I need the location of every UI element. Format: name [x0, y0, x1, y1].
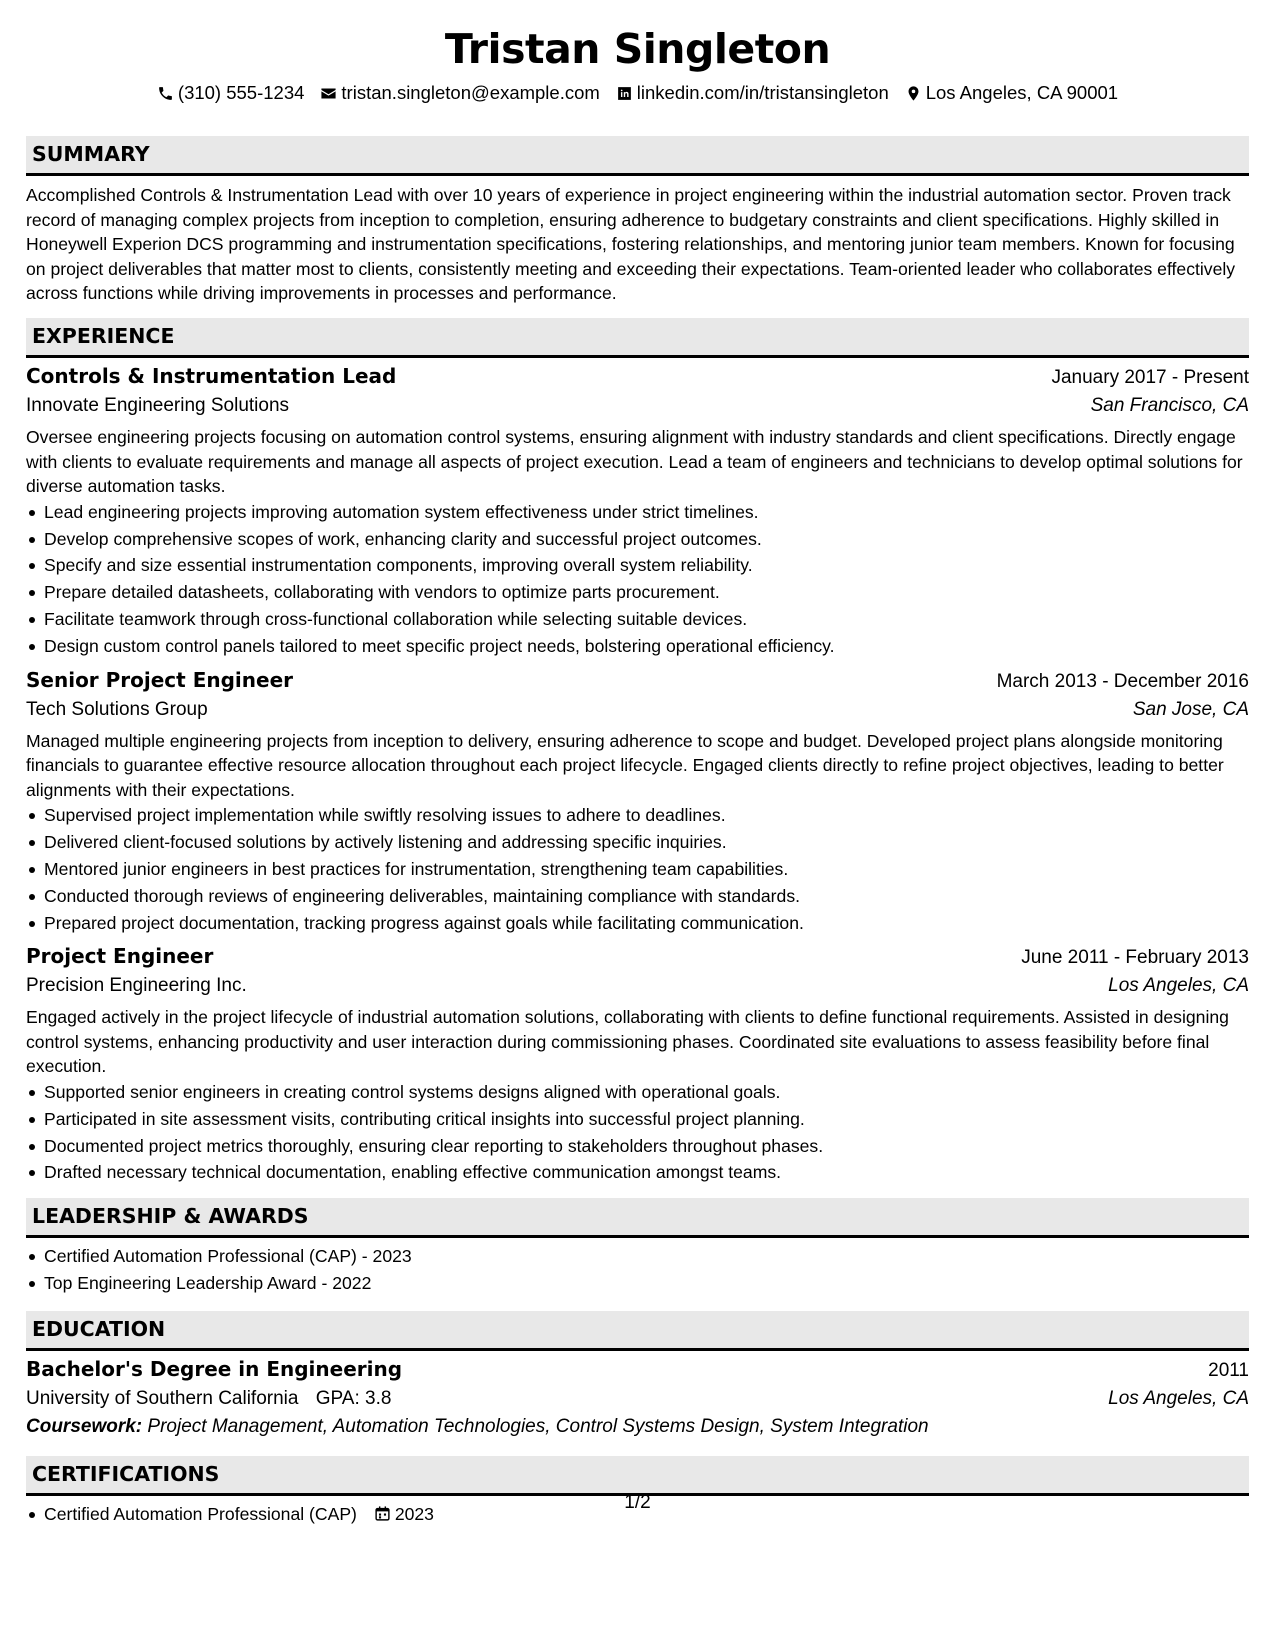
- envelope-icon: [320, 85, 337, 102]
- graduation-year: 2011: [1208, 1359, 1249, 1381]
- list-item: Lead engineering projects improving automation system effectiveness under strict timelines.: [44, 499, 1249, 526]
- job-title-row: [26, 944, 1249, 969]
- contact-bar: [26, 80, 1249, 106]
- job-title: Project Engineer: [26, 944, 214, 969]
- education-sub-row: [26, 1388, 1249, 1410]
- education-entry: [26, 1357, 1249, 1438]
- job-location: Los Angeles, CA: [1108, 975, 1249, 997]
- section-header-certifications: CERTIFICATIONS: [26, 1456, 1249, 1496]
- list-item: Prepared project documentation, tracking progress against goals while facilitating communication.: [44, 910, 1249, 937]
- contact-email[interactable]: [320, 82, 599, 104]
- certification-year: 2023: [394, 1503, 434, 1524]
- section-header-education: EDUCATION: [26, 1311, 1249, 1351]
- job-entry: [26, 364, 1249, 660]
- job-location: San Francisco, CA: [1090, 394, 1249, 416]
- list-item: Documented project metrics thoroughly, ensuring clear reporting to stakeholders throughout phases.: [44, 1133, 1249, 1160]
- certification-name: Certified Automation Professional (CAP): [44, 1503, 357, 1524]
- job-sub-row: [26, 975, 1249, 997]
- list-item: Supervised project implementation while swiftly resolving issues to adhere to deadlines.: [44, 802, 1249, 829]
- map-pin-icon: [905, 85, 922, 102]
- job-title: Controls & Instrumentation Lead: [26, 363, 397, 388]
- job-title-row: [26, 364, 1249, 389]
- list-item: Certified Automation Professional (CAP) - 2023: [44, 1243, 1249, 1270]
- linkedin-text: linkedin.com/in/tristansingleton: [636, 82, 889, 103]
- linkedin-icon: [616, 85, 633, 102]
- list-item: Prepare detailed datasheets, collaborating with vendors to optimize parts procurement.: [44, 579, 1249, 606]
- job-company: Precision Engineering Inc.: [26, 975, 247, 997]
- gpa: GPA: 3.8: [315, 1387, 392, 1409]
- candidate-name: Tristan Singleton: [444, 25, 831, 73]
- list-item: Delivered client-focused solutions by actively listening and addressing specific inquiries.: [44, 829, 1249, 856]
- job-title-row: [26, 668, 1249, 693]
- location-text: Los Angeles, CA 90001: [925, 82, 1119, 103]
- leadership-list: [26, 1243, 1249, 1297]
- job-description: Oversee engineering projects focusing on automation control systems, ensuring alignment with industry standards and client specifications. Directly engage with clients to evaluate requirements and manage all aspects of project execution. Lead a team of engineers and technicians to develop optimal solutions for diverse automation tasks.: [26, 426, 1243, 497]
- job-entry: [26, 944, 1249, 1186]
- job-entry: [26, 668, 1249, 937]
- coursework-text: Project Management, Automation Technologies, Control Systems Design, System Integration: [147, 1415, 929, 1437]
- job-title: Senior Project Engineer: [26, 667, 293, 692]
- list-item: Participated in site assessment visits, contributing critical insights into successful project planning.: [44, 1106, 1249, 1133]
- list-item: Conducted thorough reviews of engineering deliverables, maintaining compliance with standards.: [44, 883, 1249, 910]
- school-location: Los Angeles, CA: [1108, 1387, 1249, 1409]
- degree-title: Bachelor's Degree in Engineering: [26, 1356, 403, 1381]
- list-item: Specify and size essential instrumentation components, improving overall system reliability.: [44, 552, 1249, 579]
- coursework-row: [26, 1416, 1249, 1438]
- section-header-experience: EXPERIENCE: [26, 318, 1249, 358]
- job-bullets: [26, 499, 1249, 660]
- section-header-summary: SUMMARY: [26, 136, 1249, 176]
- job-dates: January 2017 - Present: [1051, 366, 1249, 388]
- job-location: San Jose, CA: [1132, 698, 1249, 720]
- phone-text: (310) 555-1234: [177, 82, 305, 103]
- school-name: University of Southern California: [26, 1387, 299, 1409]
- job-description: Engaged actively in the project lifecycle of industrial automation solutions, collaborating with clients to define functional requirements. Assisted in designing control systems, enhancing productivity and user interaction during commissioning phases. Coordinated site evaluations to assess feasibility before final execution.: [26, 1007, 1229, 1077]
- resume-page: [26, 0, 1249, 1528]
- contact-linkedin[interactable]: [616, 82, 889, 104]
- coursework-label: Coursework:: [26, 1415, 143, 1437]
- job-bullets: [26, 802, 1249, 936]
- job-company: Innovate Engineering Solutions: [26, 394, 290, 416]
- list-item: Facilitate teamwork through cross-functional collaboration while selecting suitable devices.: [44, 606, 1249, 633]
- list-item: Top Engineering Leadership Award - 2022: [44, 1270, 1249, 1297]
- section-header-leadership: LEADERSHIP & AWARDS: [26, 1198, 1249, 1238]
- job-sub-row: [26, 699, 1249, 721]
- school-name-row: [26, 1388, 391, 1410]
- page-number: 1/2: [624, 1492, 651, 1513]
- job-description: Managed multiple engineering projects from inception to delivery, ensuring adherence to scope and budget. Developed project plans alongside monitoring financials to guarantee effective resource allocation throughout each project lifecycle. Engaged clients directly to refine project objectives, leading to better alignments with their expectations.: [26, 730, 1224, 800]
- summary-text: Accomplished Controls & Instrumentation Lead with over 10 years of experience in project engineering within the industrial automation sector. Proven track record of managing complex projects from inception to completion, ensuring adherence to budgetary constraints and client specifications. Highly skilled in Honeywell Experion DCS programming and instrumentation specifications, fostering relationships, and mentoring junior team members. Known for focusing on project deliverables that matter most to clients, consistently meeting and exceeding their expectations. Team-oriented leader who collaborates effectively across functions while driving improvements in processes and performance.: [26, 185, 1236, 304]
- education-title-row: [26, 1357, 1249, 1382]
- job-sub-row: [26, 395, 1249, 417]
- list-item: Mentored junior engineers in best practices for instrumentation, strengthening team capabilities.: [44, 856, 1249, 883]
- job-dates: March 2013 - December 2016: [996, 670, 1249, 692]
- email-text: tristan.singleton@example.com: [341, 82, 600, 103]
- list-item: Drafted necessary technical documentation, enabling effective communication amongst teams.: [44, 1159, 1249, 1186]
- list-item: Design custom control panels tailored to meet specific project needs, bolstering operational efficiency.: [44, 633, 1249, 660]
- contact-phone[interactable]: [157, 82, 305, 104]
- list-item: Supported senior engineers in creating control systems designs aligned with operational goals.: [44, 1079, 1249, 1106]
- job-company: Tech Solutions Group: [26, 698, 208, 720]
- job-dates: June 2011 - February 2013: [1021, 947, 1249, 969]
- phone-icon: [157, 85, 174, 102]
- contact-location: [905, 82, 1118, 104]
- list-item: Develop comprehensive scopes of work, enhancing clarity and successful project outcomes.: [44, 526, 1249, 553]
- job-bullets: [26, 1079, 1249, 1186]
